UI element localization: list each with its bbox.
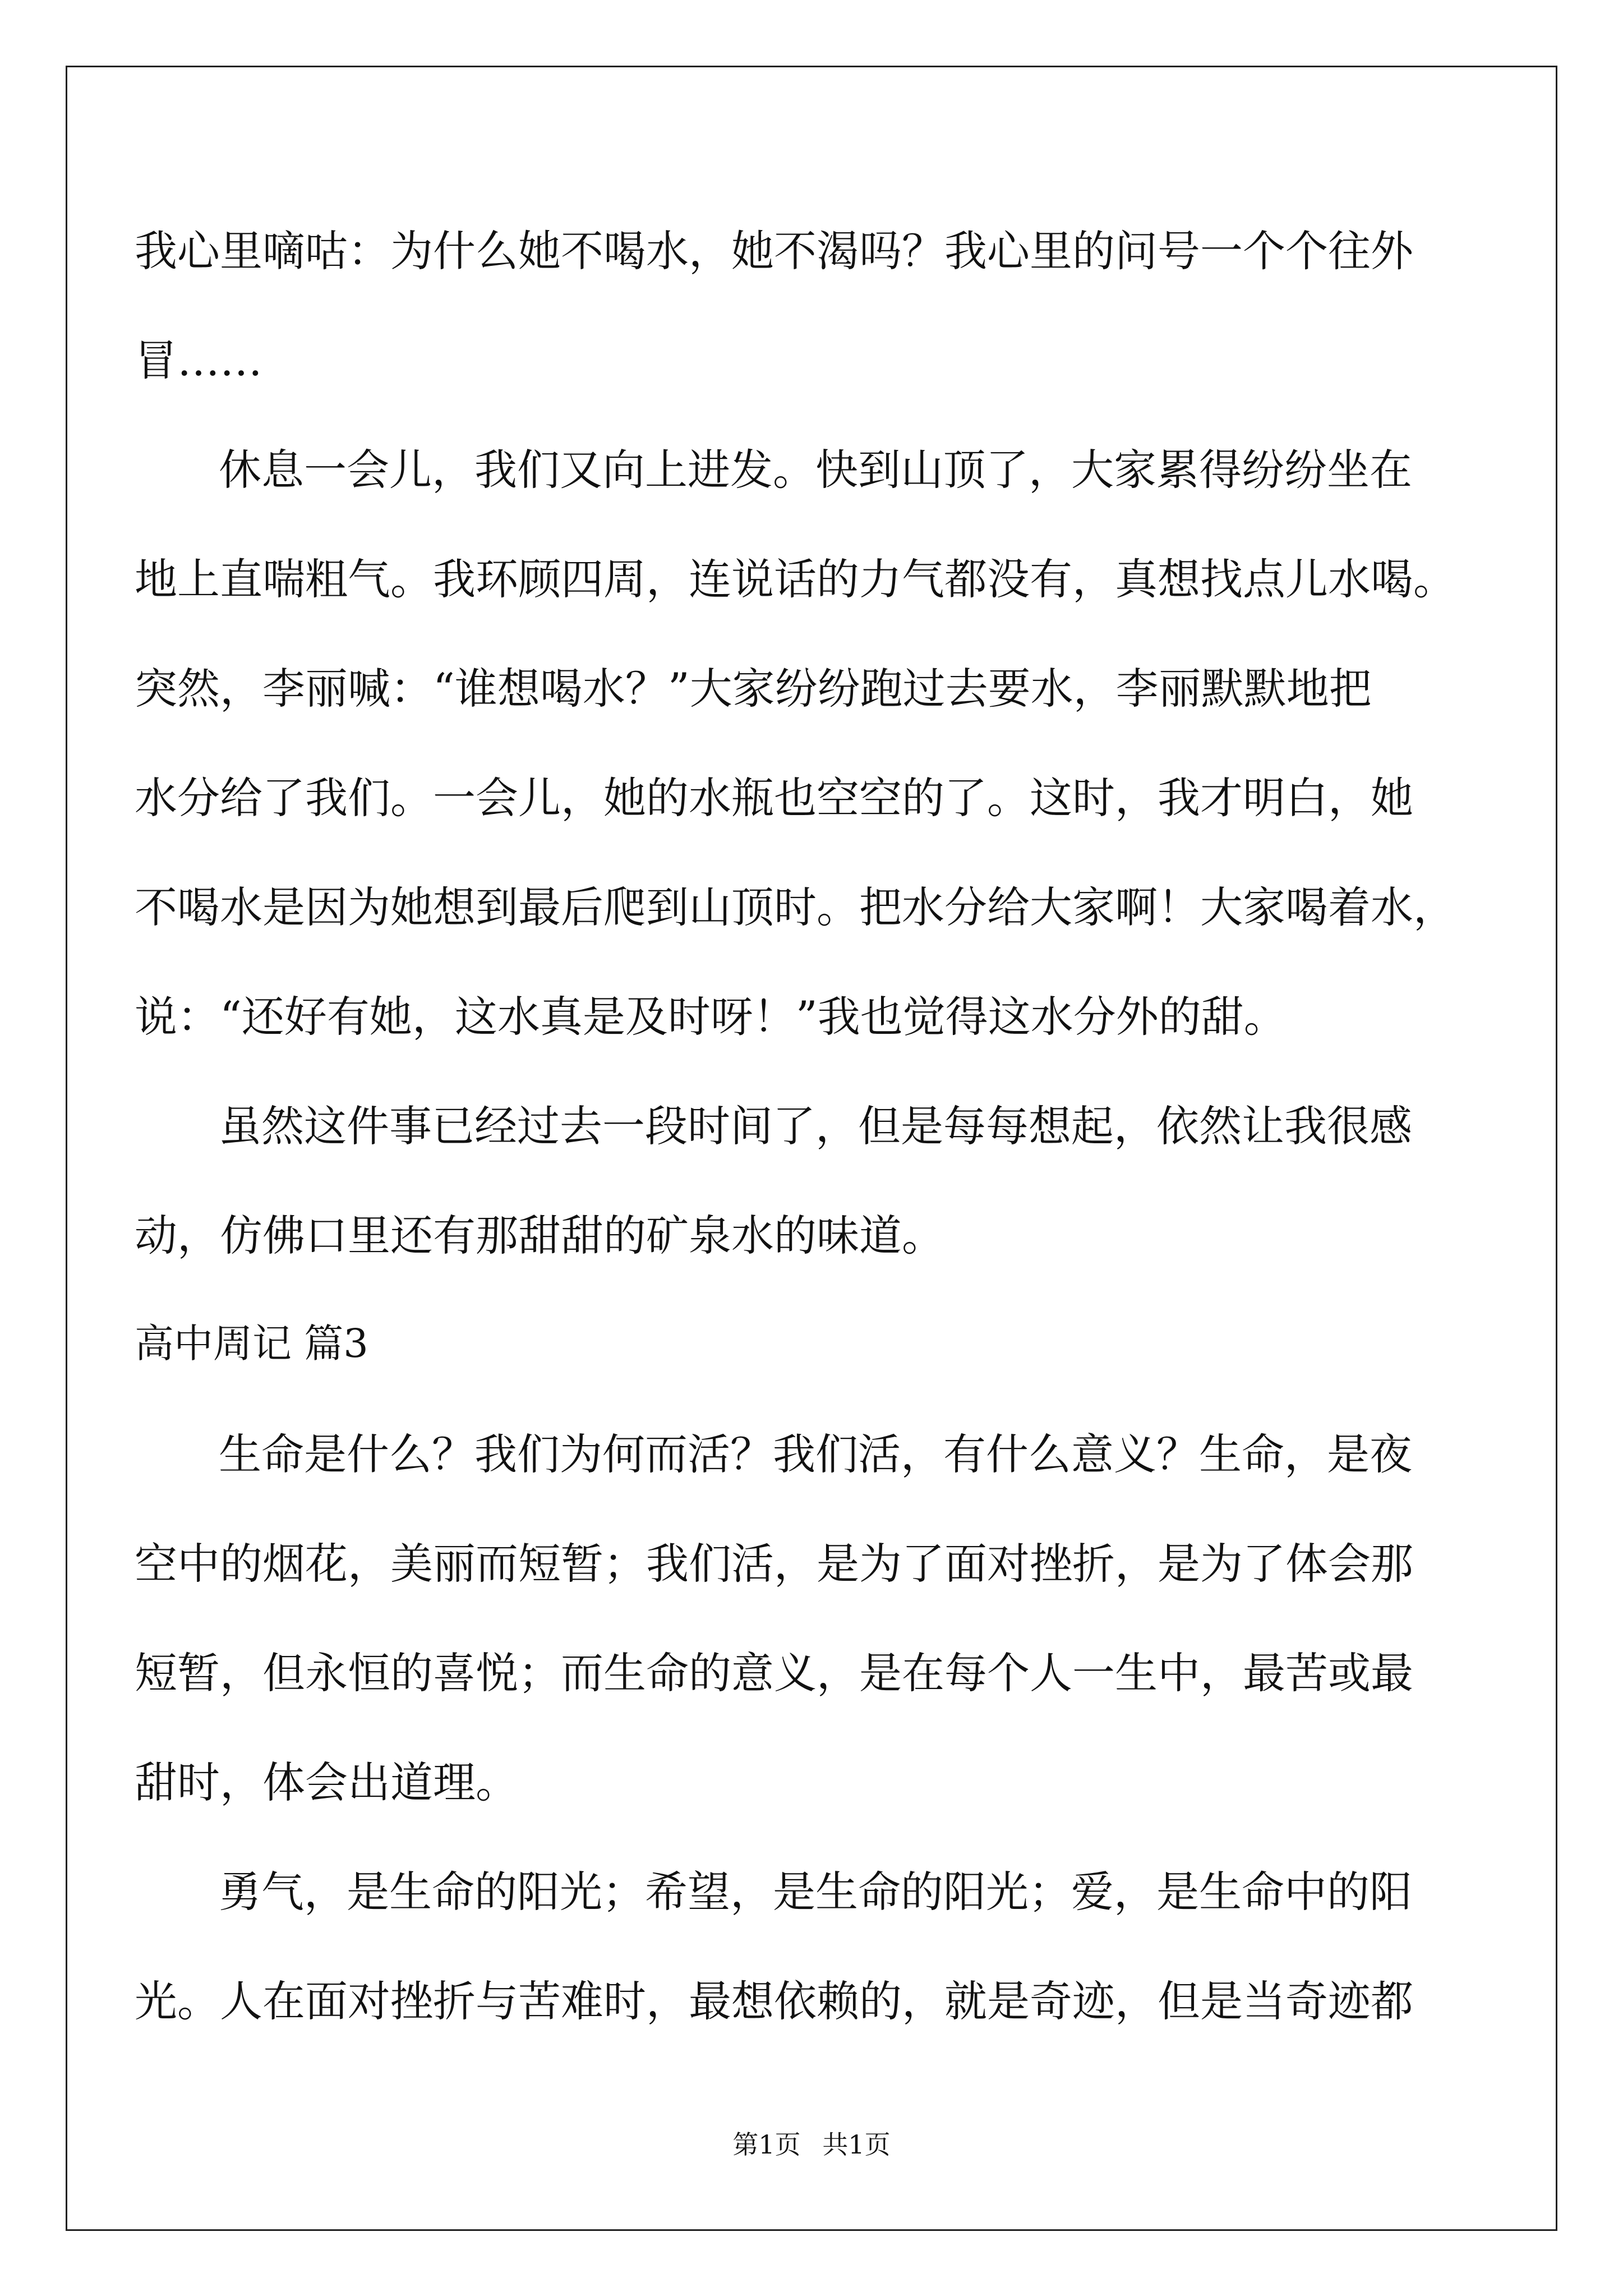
paragraph-line: 水分给了我们。一会儿，她的水瓶也空空的了。这时，我才明白，她: [135, 773, 1413, 823]
paragraph-line: 休息一会儿，我们又向上进发。快到山顶了，大家累得纷纷坐在: [219, 445, 1412, 495]
page-footer: [0, 2129, 1623, 2160]
paragraph-line: 冒……: [135, 335, 262, 385]
section-heading: 高中周记 篇3: [135, 1320, 368, 1366]
paragraph-line: 生命是什么？我们为何而活？我们活，有什么意义？生命，是夜: [219, 1429, 1412, 1479]
paragraph-line: 勇气，是生命的阳光；希望，是生命的阳光；爱，是生命中的阳: [219, 1867, 1412, 1917]
paragraph-line: 甜时，体会出道理。: [135, 1757, 518, 1807]
paragraph-line: 短暂，但永恒的喜悦；而生命的意义，是在每个人一生中，最苦或最: [135, 1648, 1413, 1698]
paragraph-line: 不喝水是因为她想到最后爬到山顶时。把水分给大家啊！大家喝着水，: [135, 882, 1456, 932]
paragraph-line: 动，仿佛口里还有那甜甜的矿泉水的味道。: [135, 1211, 944, 1260]
paragraph-line: 说：“还好有她，这水真是及时呀！”我也觉得这水分外的甜。: [135, 992, 1287, 1042]
paragraph-line: 光。人在面对挫折与苦难时，最想依赖的，就是奇迹，但是当奇迹都: [135, 1976, 1413, 2026]
page-number: 第1页: [732, 2129, 801, 2160]
paragraph-line: 地上直喘粗气。我环顾四周，连说话的力气都没有，真想找点儿水喝。: [135, 554, 1456, 604]
paragraph-line: 突然，李丽喊：“谁想喝水？”大家纷纷跑过去要水，李丽默默地把: [135, 664, 1372, 714]
paragraph-line: 我心里嘀咕：为什么她不喝水，她不渴吗？我心里的问号一个个往外: [135, 226, 1413, 276]
total-pages: 共1页: [822, 2129, 891, 2160]
paragraph-line: 空中的烟花，美丽而短暂；我们活，是为了面对挫折，是为了体会那: [135, 1539, 1413, 1589]
paragraph-line: 虽然这件事已经过去一段时间了，但是每每想起，依然让我很感: [219, 1101, 1412, 1151]
